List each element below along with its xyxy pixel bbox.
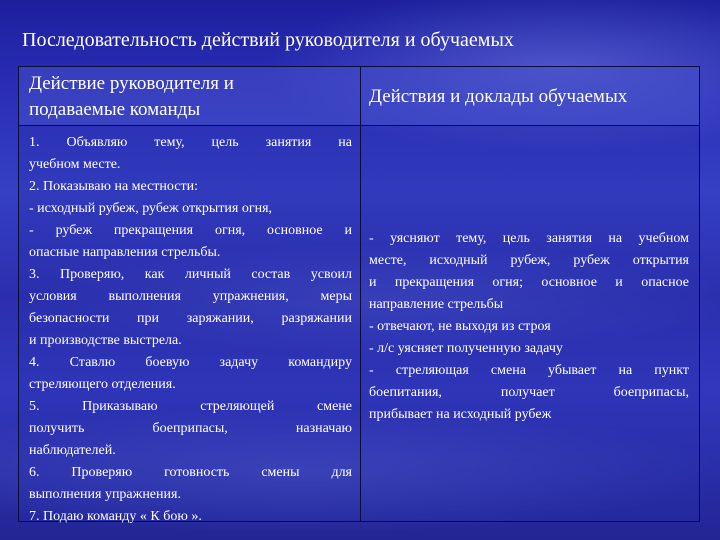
trainee-action-line: и прекращения огня; основное и опасное [369,275,689,290]
trainee-action-line: месте, исходный рубеж, рубеж открытия [369,253,689,268]
leader-action-line: условия выполнения упражнения, меры [29,289,352,304]
header-cell-trainee-actions: Действия и доклады обучаемых [361,67,699,126]
leader-action-line: стреляющего отделения. [29,377,176,392]
trainee-action-line: - л/с уясняет полученную задачу [369,341,563,356]
leader-action-line: 7. Подаю команду « К бою ». [29,509,202,524]
header-left-line: Действие руководителя и [29,73,234,94]
leader-action-line: 3. Проверяю, как личный состав усвоил [29,267,352,282]
leader-action-line: 2. Показываю на местности: [29,179,198,194]
trainee-action-line: боепитания, получает боеприпасы, [369,385,689,400]
trainee-action-line: прибывает на исходный рубеж [369,407,552,422]
leader-action-line: 1. Объявляю тему, цель занятия на [29,135,352,150]
actions-table [18,66,700,522]
cell-leader-actions [19,126,361,524]
leader-action-line: 6. Проверяю готовность смены для [29,465,352,480]
trainee-action-line: - отвечают, не выходя из строя [369,319,551,334]
cell-trainee-actions [361,126,699,521]
leader-action-line: безопасности при заряжании, разряжании [29,311,352,326]
leader-action-line: наблюдателей. [29,443,116,458]
header-cell-leader-actions [19,67,361,126]
leader-action-line: - исходный рубеж, рубеж открытия огня, [29,201,273,216]
slide-title: Последовательность действий руководителя и обучаемых [22,29,514,51]
trainee-action-line: направление стрельбы [369,297,504,312]
trainee-action-line: - уясняют тему, цель занятия на учебном [369,231,689,246]
leader-action-line: опасные направления стрельбы. [29,245,221,260]
leader-action-line: 5. Приказываю стреляющей смене [29,399,352,414]
header-left-line: подаваемые команды [29,99,201,120]
leader-action-line: - рубеж прекращения огня, основное и [29,223,352,238]
trainee-action-line: - стреляющая смена убывает на пункт [369,363,689,378]
leader-action-line: учебном месте. [29,157,121,172]
leader-action-line: получить боеприпасы, назначаю [29,421,352,436]
leader-action-line: выполнения упражнения. [29,487,181,502]
leader-action-line: и производстве выстрела. [29,333,182,348]
leader-action-line: 4. Ставлю боевую задачу командиру [29,355,352,370]
